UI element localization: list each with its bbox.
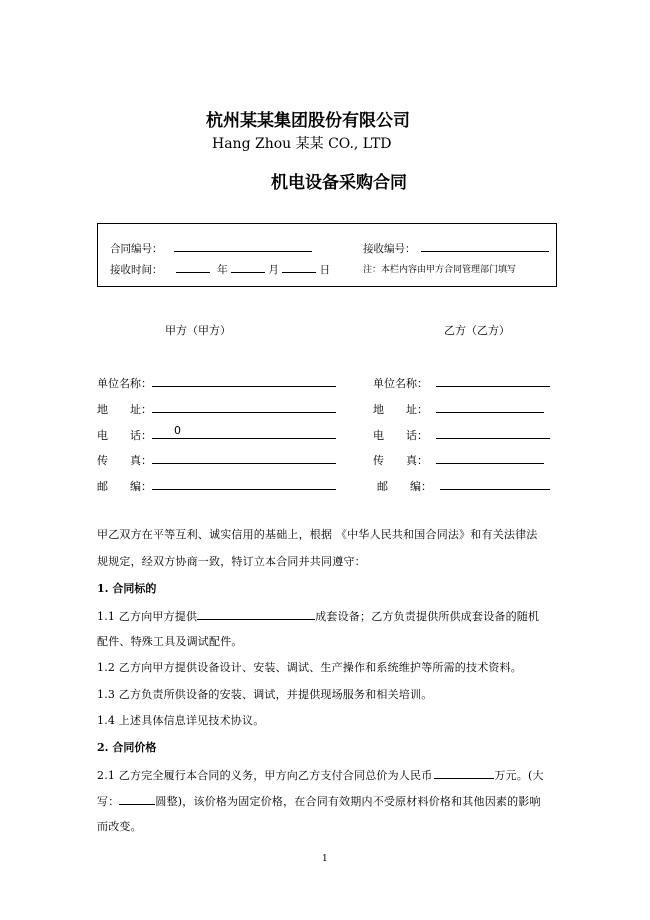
field-blank <box>436 373 550 387</box>
party-b-label: 乙方（乙方） <box>444 324 510 337</box>
party-a-label: 甲方（甲方） <box>165 324 231 337</box>
party-a-postcode <box>97 476 336 494</box>
field-blank <box>152 399 336 413</box>
party-a-phone <box>97 425 336 443</box>
clause-1-1-text-a: 1.1 乙方向甲方提供 <box>97 610 198 623</box>
party-a-unit-name <box>97 373 336 391</box>
field-label: 邮 编： <box>377 480 432 493</box>
party-b-address <box>373 399 544 417</box>
receive-number-row <box>363 239 549 256</box>
intro-line-1: 甲乙双方在平等互利、诚实信用的基础上，根据 《中华人民共和国合同法》和有关法律法 <box>97 528 538 541</box>
contract-number-label: 合同编号： <box>110 243 163 255</box>
party-b-phone <box>373 425 550 443</box>
field-blank <box>152 425 336 439</box>
clause-2-1-text-d: 圆整)，该价格为固定价格，在合同有效期内不受原材料价格和其他因素的影响 <box>155 795 541 808</box>
field-blank <box>436 425 550 439</box>
receipt-info-box <box>97 223 557 287</box>
year-blank <box>176 260 210 273</box>
field-blank <box>436 450 544 464</box>
document-title: 机电设备采购合同 <box>271 173 407 193</box>
intro-line-2: 规规定，经双方协商一致，特订立本合同并共同遵守： <box>97 555 366 568</box>
party-b-unit-name <box>373 373 550 391</box>
clause-2-1-text-a: 2.1 乙方完全履行本合同的义务，甲方向乙方支付合同总价为人民币 <box>97 769 433 782</box>
field-blank <box>152 450 336 464</box>
amount-blank <box>434 766 494 779</box>
clause-2-1-text-b: 万元。(大 <box>494 769 544 782</box>
contract-number-row <box>110 239 312 256</box>
clause-1-3: 1.3 乙方负责所供设备的安装、调试，并提供现场服务和相关培训。 <box>97 688 433 701</box>
field-blank <box>152 373 336 387</box>
clause-1-1-text-b: 成套设备；乙方负责提供所供成套设备的随机 <box>315 610 540 623</box>
field-blank <box>152 476 336 490</box>
receive-number-label: 接收编号： <box>363 243 416 255</box>
field-label: 电 话： <box>97 429 152 442</box>
field-label: 传 真： <box>97 454 152 467</box>
contract-number-blank <box>174 239 312 252</box>
party-a-address <box>97 399 336 417</box>
receive-time-label: 接收时间： <box>110 264 163 276</box>
party-b-fax <box>373 450 544 468</box>
party-a-fax <box>97 450 336 468</box>
clause-1-2: 1.2 乙方向甲方提供设备设计、安装、调试、生产操作和系统维护等所需的技术资料。 <box>97 661 522 674</box>
clause-1-1-line-1 <box>97 607 539 624</box>
clause-1-1-line-2: 配件、特殊工具及调试配件。 <box>97 635 243 648</box>
clause-2-1-line-1 <box>97 766 544 783</box>
company-name-en: Hang Zhou 某某 CO., LTD <box>212 136 392 152</box>
equipment-blank <box>197 607 315 620</box>
clause-2-1-text-c: 写： <box>97 795 120 808</box>
year-label: 年 <box>217 264 228 276</box>
field-label: 单位名称： <box>97 377 152 390</box>
receive-time-row <box>110 260 330 277</box>
clause-1-4: 1.4 上述具体信息详见技术协议。 <box>97 714 265 727</box>
field-label: 地 址： <box>373 403 428 416</box>
clause-2-1-line-3: 而改变。 <box>97 820 142 833</box>
amount-words-blank <box>119 792 155 805</box>
receive-number-blank <box>421 239 549 252</box>
page-number: 1 <box>322 854 328 864</box>
field-label: 地 址： <box>97 403 152 416</box>
field-label: 邮 编： <box>97 480 152 493</box>
box-note: 注：本栏内容由甲方合同管理部门填写 <box>363 265 517 275</box>
month-label: 月 <box>268 264 279 276</box>
field-blank <box>436 399 544 413</box>
section-2-title: 2. 合同价格 <box>97 741 157 754</box>
field-label: 电 话： <box>373 429 428 442</box>
day-blank <box>282 260 316 273</box>
field-label: 单位名称： <box>373 377 428 390</box>
month-blank <box>231 260 265 273</box>
field-label: 传 真： <box>373 454 428 467</box>
company-name-cn: 杭州某某集团股份有限公司 <box>206 111 410 131</box>
day-label: 日 <box>319 264 331 276</box>
clause-2-1-line-2 <box>97 792 541 809</box>
field-blank <box>440 476 550 490</box>
section-1-title: 1. 合同标的 <box>97 582 157 595</box>
party-b-postcode <box>377 476 550 494</box>
party-a-phone-value: 0 <box>174 424 181 437</box>
